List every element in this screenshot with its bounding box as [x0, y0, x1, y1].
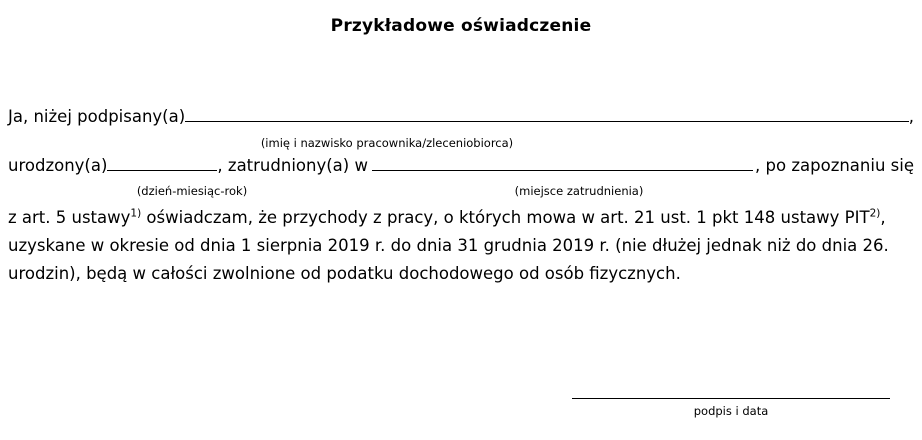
paragraph-part-2: oświadczam, że przychody z pracy, o których mowa w art. 21 ust. 1 pkt 148 ustawy PIT — [141, 208, 870, 227]
signature-caption: podpis i data — [693, 404, 769, 418]
name-line — [8, 106, 914, 126]
name-field-caption: (imię i nazwisko pracownika/zleceniobiorca) — [260, 136, 514, 150]
name-line-suffix: , — [908, 107, 914, 126]
declaration-paragraph — [8, 204, 914, 288]
birthdate-input-rule[interactable] — [107, 155, 217, 171]
birth-employment-line — [8, 155, 914, 175]
birth-line-suffix: , po zapoznaniu się — [755, 156, 914, 175]
workplace-field-caption: (miejsce zatrudnienia) — [514, 184, 644, 198]
name-line-prefix: Ja, niżej podpisany(a) — [8, 107, 186, 126]
signature-input-rule[interactable] — [572, 398, 890, 399]
birthdate-field-caption: (dzień-miesiąc-rok) — [136, 184, 248, 198]
page-title: Przykładowe oświadczenie — [330, 16, 592, 36]
birth-line-prefix: urodzony(a) — [8, 156, 108, 175]
workplace-input-rule[interactable] — [372, 155, 753, 171]
paragraph-part-3: , uzyskane w okresie od dnia 1 sierpnia 2019 r. do dnia 31 grudnia 2019 r. (nie dłużej jednak niż do dnia 26. urodzin), będą w całości zwolnione od podatku dochodowego od osób fizycznych. — [8, 208, 889, 283]
name-input-rule[interactable] — [185, 106, 909, 122]
footnote-marker-2: 2) — [869, 207, 881, 220]
paragraph-part-1: z art. 5 ustawy — [8, 208, 131, 227]
birth-line-middle: , zatrudniony(a) w — [217, 156, 368, 175]
footnote-marker-1: 1) — [130, 207, 142, 220]
